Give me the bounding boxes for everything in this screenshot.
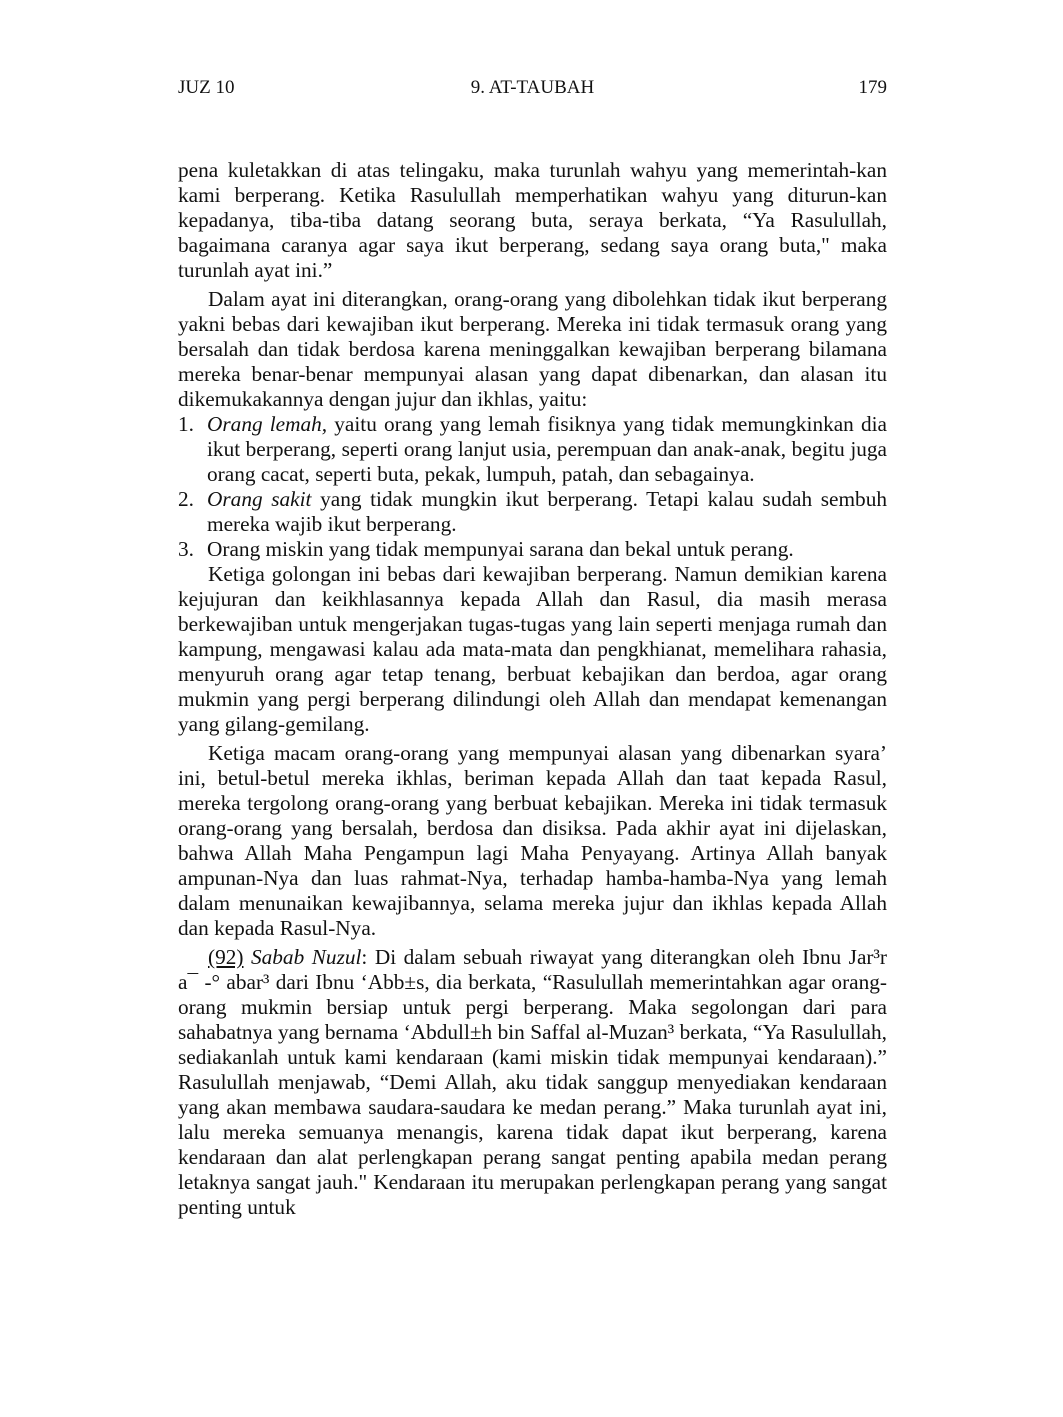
page-header [178,74,887,102]
body-text [178,158,887,1220]
sabab-nuzul-text: : Di dalam sebuah riwayat yang diterangkan oleh Ibnu Jar³r a¯ -° abar³ dari Ibnu ‘Abb±s, dia berkata, “Rasulullah memerintahkan agar orang-orang mukmin bersiap untuk pergi berperang. Maka segolongan dari para sahabatnya yang bernama ‘Abdull±h bin Saffal al-Muzan³ berkata, “Ya Rasulullah, sediakanlah untuk kami kendaraan (kami miskin tidak mempunyai kendaraan).” Rasulullah menjawab, “Demi Allah, aku tidak sanggup menyediakan kendaraan yang akan membawa saudara-saudara ke medan perang.” Maka turunlah ayat ini, lalu mereka semuanya menangis, karena tidak dapat ikut berperang, karena kendaraan dan alat perlengkapan perang sangat penting apabila medan perang letaknya sangat jauh." Kendaraan itu merupakan perlengkapan perang yang sangat penting untuk [178,945,887,1219]
list-text: yang tidak mungkin ikut berperang. Tetapi kalau sudah sembuh mereka wajib ikut berperang. [207,487,887,536]
list-number: 3. [178,537,194,561]
paragraph-explanation: Dalam ayat ini diterangkan, orang-orang yang dibolehkan tidak ikut berperang yakni bebas dari kewajiban ikut berperang. Mereka ini tidak termasuk orang yang bersalah dan tidak berdosa karena meninggalkan kewajiban berperang bilamana mereka benar-benar mempunyai alasan yang dapat dibenarkan, dan alasan itu dikemukakannya dengan jujur dan ikhlas, yaitu: [178,287,887,411]
paragraph-continuation: pena kuletakkan di atas telingaku, maka turunlah wahyu yang memerintah-kan kami berperang. Ketika Rasulullah memperhatikan wahyu yang diturun-kan kepadanya, tiba-tiba datang seorang buta, seraya berkata, “Ya Rasulullah, bagaimana caranya agar saya ikut berperang, sedang saya orang buta," maka turunlah ayat ini.” [178,158,887,282]
list-text: yaitu orang yang lemah fisiknya yang tidak memungkinkan dia ikut berperang, seperti orang lanjut usia, perempuan dan anak-anak, begitu juga orang cacat, seperti buta, pekak, lumpuh, patah, dan sebagainya. [207,412,887,486]
juz-label: JUZ 10 [178,77,235,98]
paragraph-three-kinds: Ketiga macam orang-orang yang mempunyai alasan yang dibenarkan syara’ ini, betul-betul mereka ikhlas, beriman kepada Allah dan taat kepada Rasul, mereka tergolong orang-orang yang berbuat kebajikan. Mereka ini tidak termasuk orang-orang yang bersalah, berdosa dan disiksa. Pada akhir ayat ini dijelaskan, bahwa Allah Maha Pengampun lagi Maha Penyayang. Artinya Allah banyak ampunan-Nya dan luas rahmat-Nya, terhadap hamba-hamba-Nya yang lemah dalam menunaikan kewajibannya, selama mereka jujur dan ikhlas kepada Allah dan kepada Rasul-Nya. [178,741,887,940]
exemption-list [178,412,887,562]
list-item [178,537,887,562]
list-term: Orang lemah, [207,412,328,436]
surah-title: 9. AT-TAUBAH [470,77,595,98]
list-text: Orang miskin yang tidak mempunyai sarana dan bekal untuk perang. [207,537,794,561]
paragraph-three-groups: Ketiga golongan ini bebas dari kewajiban berperang. Namun demikian karena kejujuran dan keikhlasannya kepada Allah dan Rasul, dia masih merasa berkewajiban untuk mengerjakan tugas-tugas yang lain seperti menjaga rumah dan kampung, mengawasi kalau ada mata-mata dan pengkhianat, memelihara rahasia, menyuruh orang agar tetap tenang, berbuat kebajikan dan berdoa, agar orang mukmin yang pergi berperang dilindungi oleh Allah dan mendapat kemenangan yang gilang-gemilang. [178,562,887,736]
verse-number: (92) [208,945,244,969]
list-number: 1. [178,412,194,436]
list-item [178,487,887,537]
list-term: Orang sakit [207,487,312,511]
paragraph-sabab-nuzul [178,945,887,1220]
sabab-nuzul-label: Sabab Nuzul [250,945,362,969]
page-number: 179 [858,77,887,98]
list-item [178,412,887,487]
list-number: 2. [178,487,194,511]
